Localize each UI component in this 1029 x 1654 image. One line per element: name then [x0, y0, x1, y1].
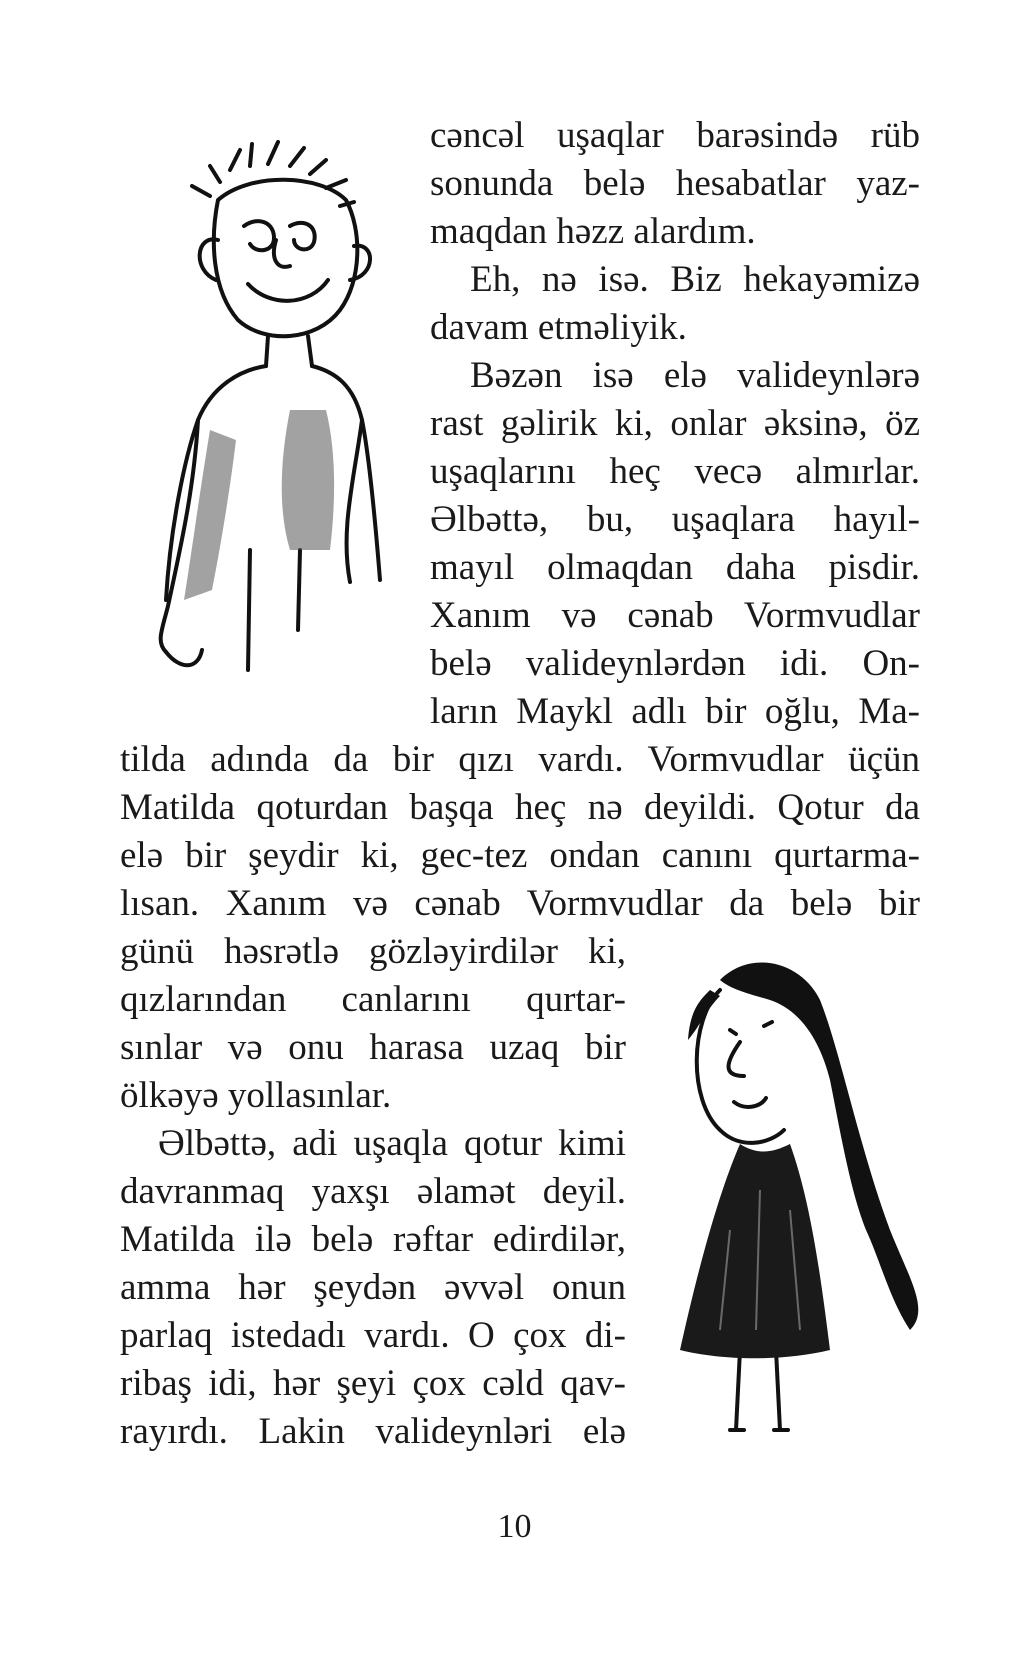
text-line: cəncəl uşaqlar barəsində rüb — [430, 115, 920, 156]
text-line: tilda adında da bir qızı vardı. Vormvudlar üçün — [120, 739, 920, 780]
text-line: ribaş idi, hər şeyi çox cəld qav- — [120, 1363, 626, 1404]
text-line: qızlarından canlarını qurtar- — [120, 979, 626, 1020]
text-line: maqdan həzz alardım. — [430, 211, 756, 252]
text-line: belə valideynlərdən idi. On- — [430, 643, 920, 684]
text-line: rast gəlirik ki, onlar əksinə, öz — [430, 403, 920, 444]
text-line: ların Maykl adlı bir oğlu, Ma- — [430, 691, 920, 732]
text-line: ölkəyə yollasınlar. — [120, 1075, 392, 1116]
text-line: davam etməliyik. — [430, 307, 687, 348]
text-line: Bəzən isə elə valideynlərə — [470, 355, 920, 396]
text-line: Eh, nə isə. Biz hekayəmizə — [470, 259, 920, 300]
text-line: elə bir şeydir ki, gec-tez ondan canını qurtarma- — [120, 835, 920, 876]
text-line: rayırdı. Lakin valideynləri elə — [120, 1411, 626, 1452]
text-line: Əlbəttə, adi uşaqla qotur kimi — [158, 1123, 626, 1164]
text-line: Matilda qoturdan başqa heç nə deyildi. Qotur da — [120, 787, 920, 828]
text-line: Əlbəttə, bu, uşaqlara hayıl- — [430, 499, 920, 540]
page-number: 10 — [497, 1508, 532, 1545]
text-line: sınlar və onu harasa uzaq bir — [120, 1027, 626, 1068]
text-line: amma hər şeydən əvvəl onun — [120, 1267, 626, 1308]
text-line: sonunda belə hesabatlar yaz- — [430, 163, 920, 204]
girl-illustration — [660, 930, 960, 1450]
text-line: davranmaq yaxşı əlamət deyil. — [120, 1171, 626, 1212]
text-line: parlaq istedadı vardı. O çox di- — [120, 1315, 626, 1356]
text-line: mayıl olmaqdan daha pisdir. — [430, 547, 920, 588]
text-line: Matilda ilə belə rəftar edirdilər, — [120, 1219, 626, 1260]
text-line: lısan. Xanım və cənab Vormvudlar da belə bir — [120, 883, 920, 924]
text-line: günü həsrətlə gözləyirdilər ki, — [120, 931, 626, 972]
text-line: uşaqlarını heç vecə almırlar. — [430, 451, 920, 492]
boy-illustration — [140, 130, 400, 690]
text-line: Xanım və cənab Vormvudlar — [430, 595, 920, 636]
